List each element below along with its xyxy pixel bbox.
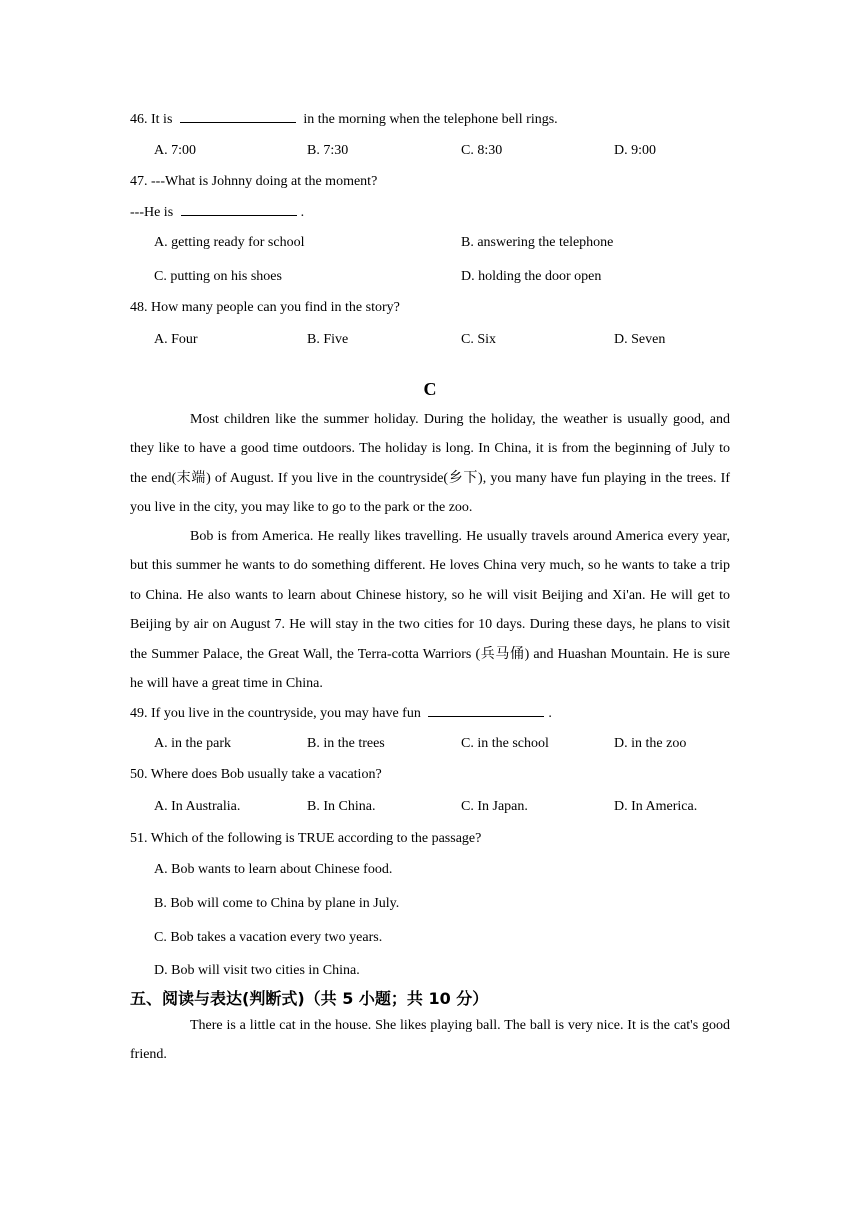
paragraph-text: Most children like the summer holiday. During the holiday, the weather is usually good, and they like to have a good time outdoors. The holiday is long. In China, it is from the beginning of July to the end(末端) of August. If you live in the countryside(乡下), you many have fun playing in the trees. If you live in the city, you may like to go to the park or the zoo. bbox=[130, 412, 730, 516]
option-50-a: A. In Australia. bbox=[154, 799, 241, 814]
option-51-d: D. Bob will visit two cities in China. bbox=[154, 963, 360, 978]
question-46-text: 46. It is bbox=[130, 112, 173, 127]
question-49-text: 49. If you live in the countryside, you may have fun bbox=[130, 706, 421, 721]
option-50-d: D. In America. bbox=[614, 799, 698, 814]
option-48-c: C. Six bbox=[461, 332, 497, 347]
option-50-b: B. In China. bbox=[307, 799, 376, 814]
option-46-d: D. 9:00 bbox=[614, 143, 656, 158]
section-c-title: C bbox=[423, 379, 437, 399]
option-51-c: C. Bob takes a vacation every two years. bbox=[154, 930, 383, 945]
option-46-b: B. 7:30 bbox=[307, 143, 349, 158]
section-5-paragraph-1 bbox=[130, 1011, 730, 1070]
option-48-d: D. Seven bbox=[614, 332, 666, 347]
answer-prefix: ---He is bbox=[130, 205, 174, 220]
option-47-a: A. getting ready for school bbox=[154, 235, 305, 250]
option-47-c: C. putting on his shoes bbox=[154, 269, 282, 284]
answer-blank bbox=[180, 109, 296, 123]
question-49 bbox=[130, 703, 552, 724]
answer-blank bbox=[428, 703, 544, 717]
option-46-c: C. 8:30 bbox=[461, 143, 503, 158]
question-50: 50. Where does Bob usually take a vacation? bbox=[130, 767, 382, 782]
question-46-text-end: in the morning when the telephone bell rings. bbox=[303, 112, 558, 127]
question-48: 48. How many people can you find in the story? bbox=[130, 300, 400, 315]
question-49-text-end: . bbox=[548, 706, 552, 721]
option-49-b: B. in the trees bbox=[307, 736, 385, 751]
option-50-c: C. In Japan. bbox=[461, 799, 528, 814]
option-47-d: D. holding the door open bbox=[461, 269, 602, 284]
option-48-a: A. Four bbox=[154, 332, 198, 347]
option-49-a: A. in the park bbox=[154, 736, 231, 751]
answer-suffix: . bbox=[300, 205, 305, 220]
question-46 bbox=[130, 109, 558, 130]
option-47-b: B. answering the telephone bbox=[461, 235, 614, 250]
paragraph-text: There is a little cat in the house. She likes playing ball. The ball is very nice. It is the cat's good friend. bbox=[130, 1018, 730, 1063]
question-51: 51. Which of the following is TRUE according to the passage? bbox=[130, 831, 482, 846]
option-49-d: D. in the zoo bbox=[614, 736, 687, 751]
question-47: 47. ---What is Johnny doing at the moment? bbox=[130, 174, 378, 189]
section-c-paragraph-2 bbox=[130, 522, 730, 698]
option-51-a: A. Bob wants to learn about Chinese food. bbox=[154, 862, 393, 877]
option-48-b: B. Five bbox=[307, 332, 349, 347]
paragraph-text: Bob is from America. He really likes travelling. He usually travels around America every year, but this summer he wants to do something different. He loves China very much, so he wants to take a trip to China. He also wants to learn about Chinese history, so he will visit Beijing and Xi'an. He will get to Beijing by air on August 7. He will stay in the two cities for 10 days. During these days, he plans to visit the Summer Palace, the Great Wall, the Terra-cotta Warriors (兵马俑) and Huashan Mountain. He is sure he will have a great time in China. bbox=[130, 529, 730, 692]
answer-blank bbox=[181, 202, 297, 216]
question-47-answer-line bbox=[130, 202, 304, 223]
option-49-c: C. in the school bbox=[461, 736, 549, 751]
section-5-heading: 五、阅读与表达(判断式)（共 5 小题；共 10 分） bbox=[130, 989, 489, 1008]
option-51-b: B. Bob will come to China by plane in July. bbox=[154, 896, 400, 911]
option-46-a: A. 7:00 bbox=[154, 143, 196, 158]
section-c-paragraph-1 bbox=[130, 405, 730, 523]
